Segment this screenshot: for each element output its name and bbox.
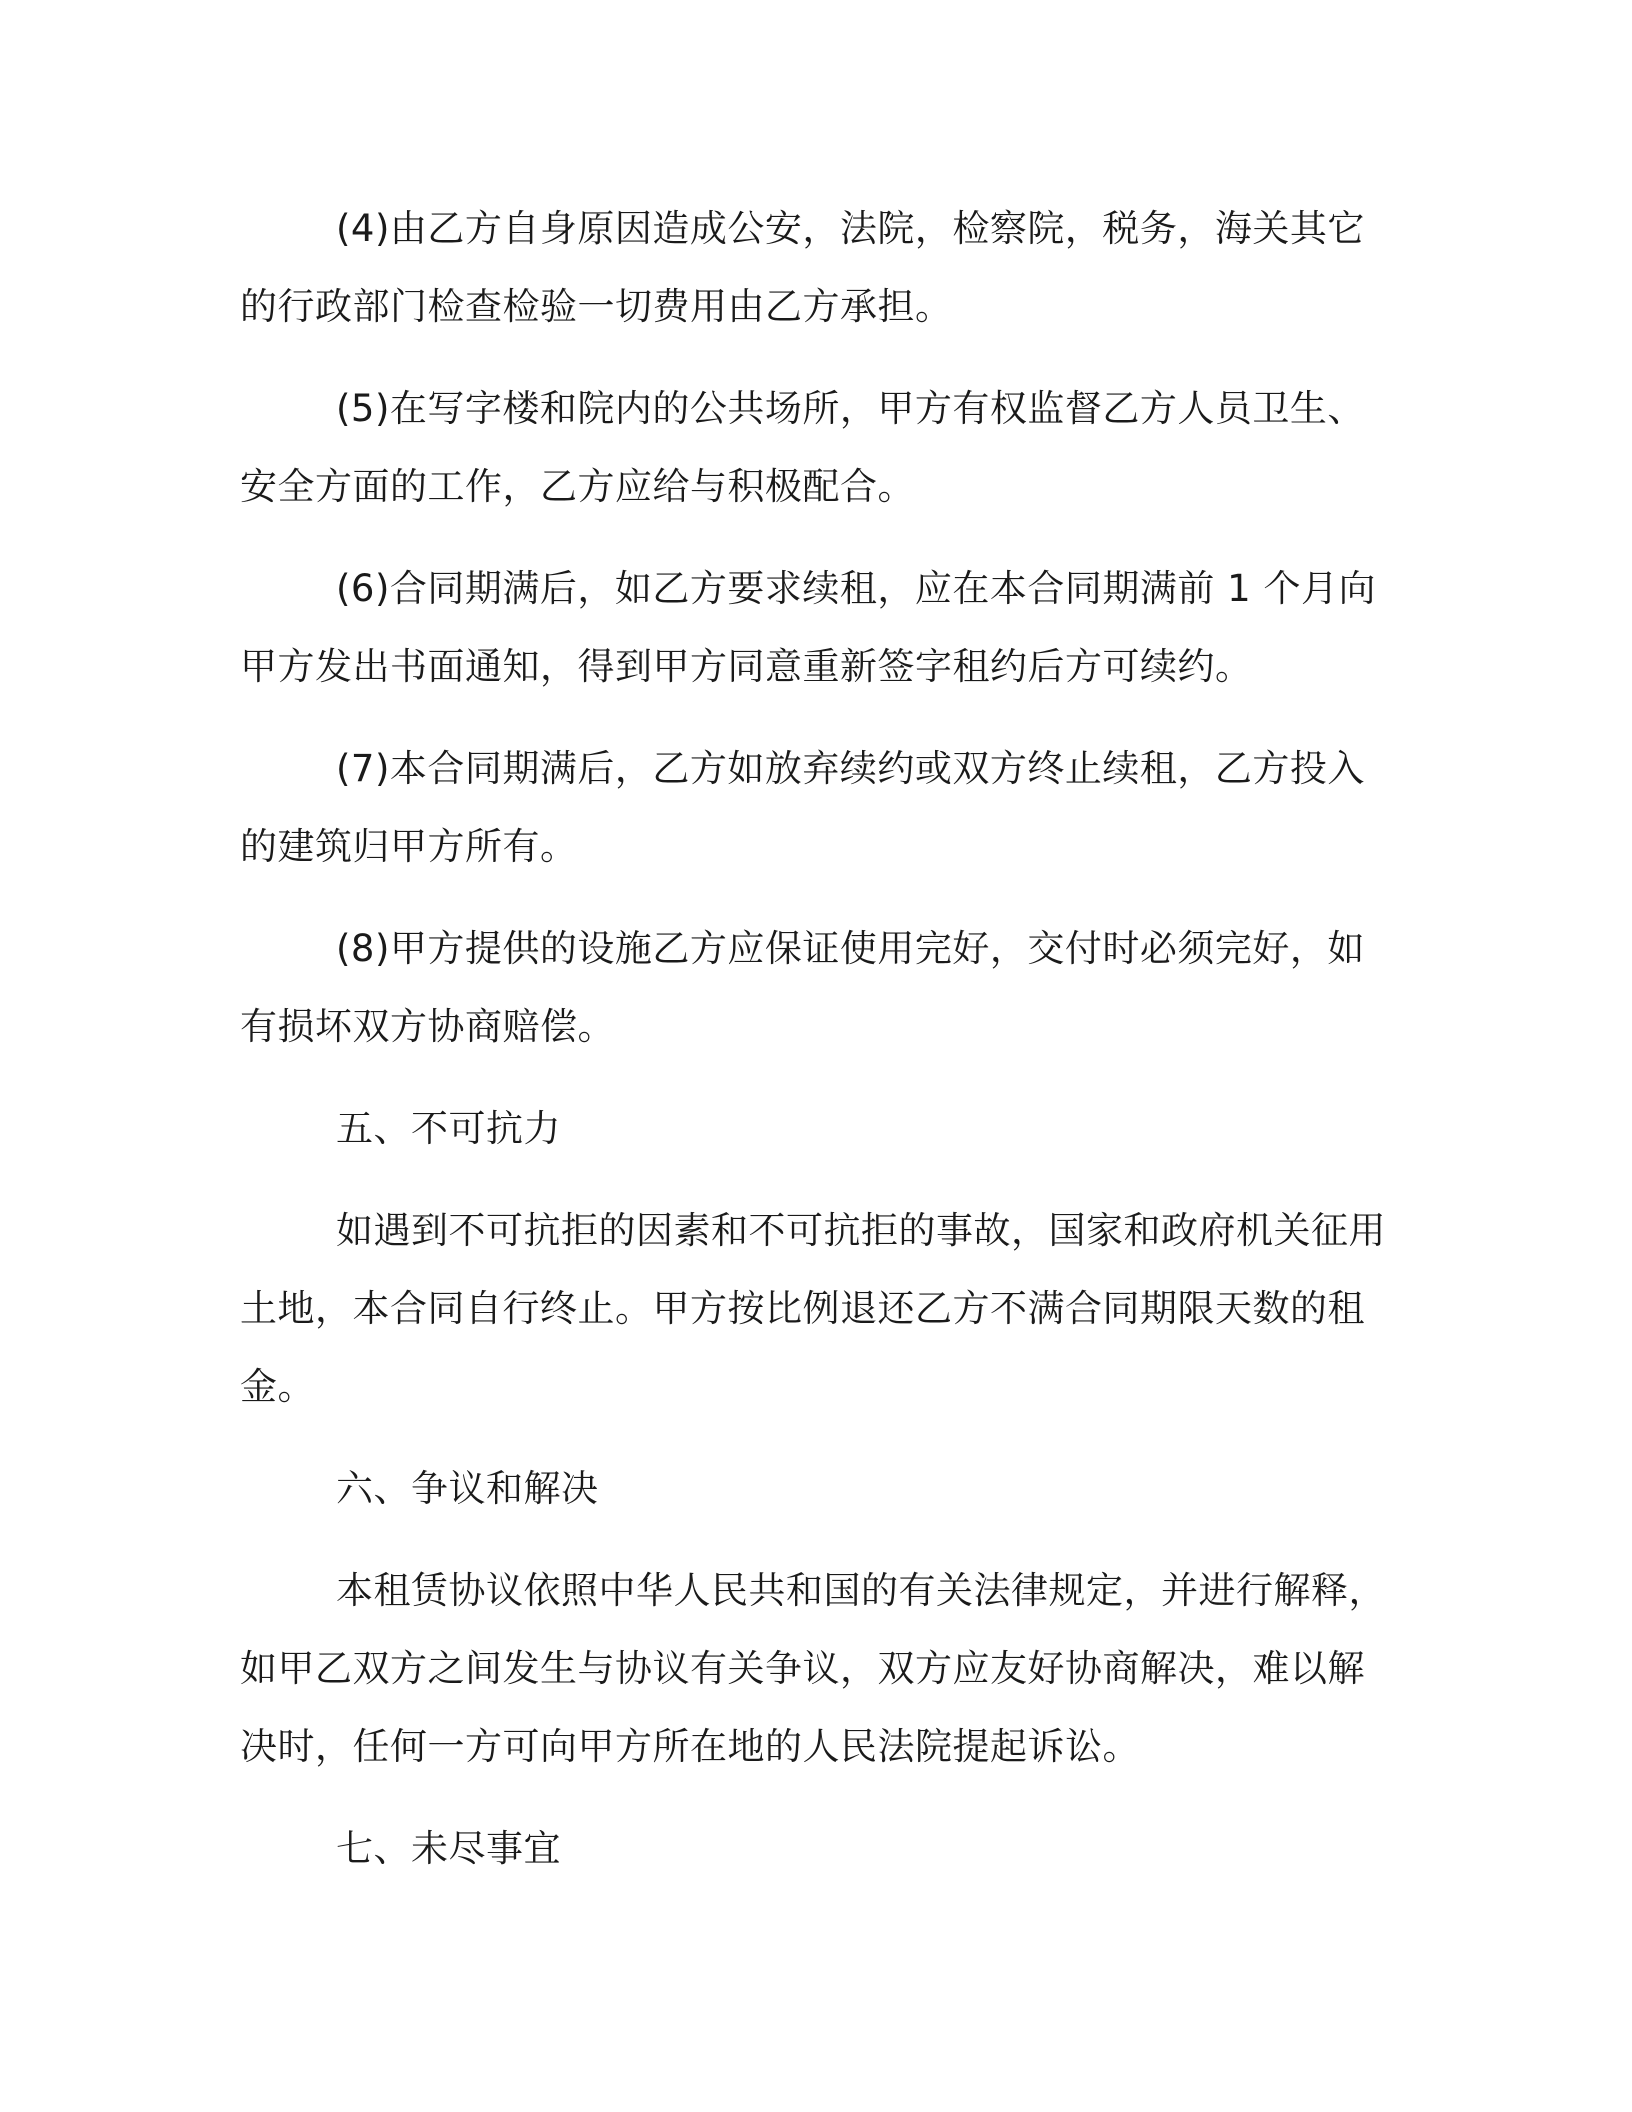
section-5-body: 如遇到不可抗拒的因素和不可抗拒的事故，国家和政府机关征用土地，本合同自行终止。甲方按比例退还乙方不满合同期限天数的租金。	[240, 1209, 1386, 1408]
clause-6: (6)合同期满后，如乙方要求续租，应在本合同期满前 1 个月向甲方发出书面通知，得到甲方同意重新签字租约后方可续约。	[240, 567, 1376, 688]
section-6-body: 本租赁协议依照中华人民共和国的有关法律规定，并进行解释，如甲乙双方之间发生与协议有关争议，双方应友好协商解决，难以解决时，任何一方可向甲方所在地的人民法院提起诉讼。	[240, 1569, 1386, 1768]
clause-8: (8)甲方提供的设施乙方应保证使用完好，交付时必须完好，如有损坏双方协商赔偿。	[240, 927, 1365, 1048]
section-5-heading: 五、不可抗力	[336, 1107, 561, 1150]
section-6-heading: 六、争议和解决	[336, 1467, 599, 1510]
clause-7: (7)本合同期满后，乙方如放弃续约或双方终止续租，乙方投入的建筑归甲方所有。	[240, 747, 1365, 868]
document-page	[240, 190, 1390, 1912]
clause-5: (5)在写字楼和院内的公共场所，甲方有权监督乙方人员卫生、安全方面的工作，乙方应给与积极配合。	[240, 387, 1365, 508]
section-7-heading: 七、未尽事宜	[336, 1827, 561, 1870]
clause-4: (4)由乙方自身原因造成公安，法院，检察院，税务，海关其它的行政部门检查检验一切费用由乙方承担。	[240, 207, 1365, 328]
